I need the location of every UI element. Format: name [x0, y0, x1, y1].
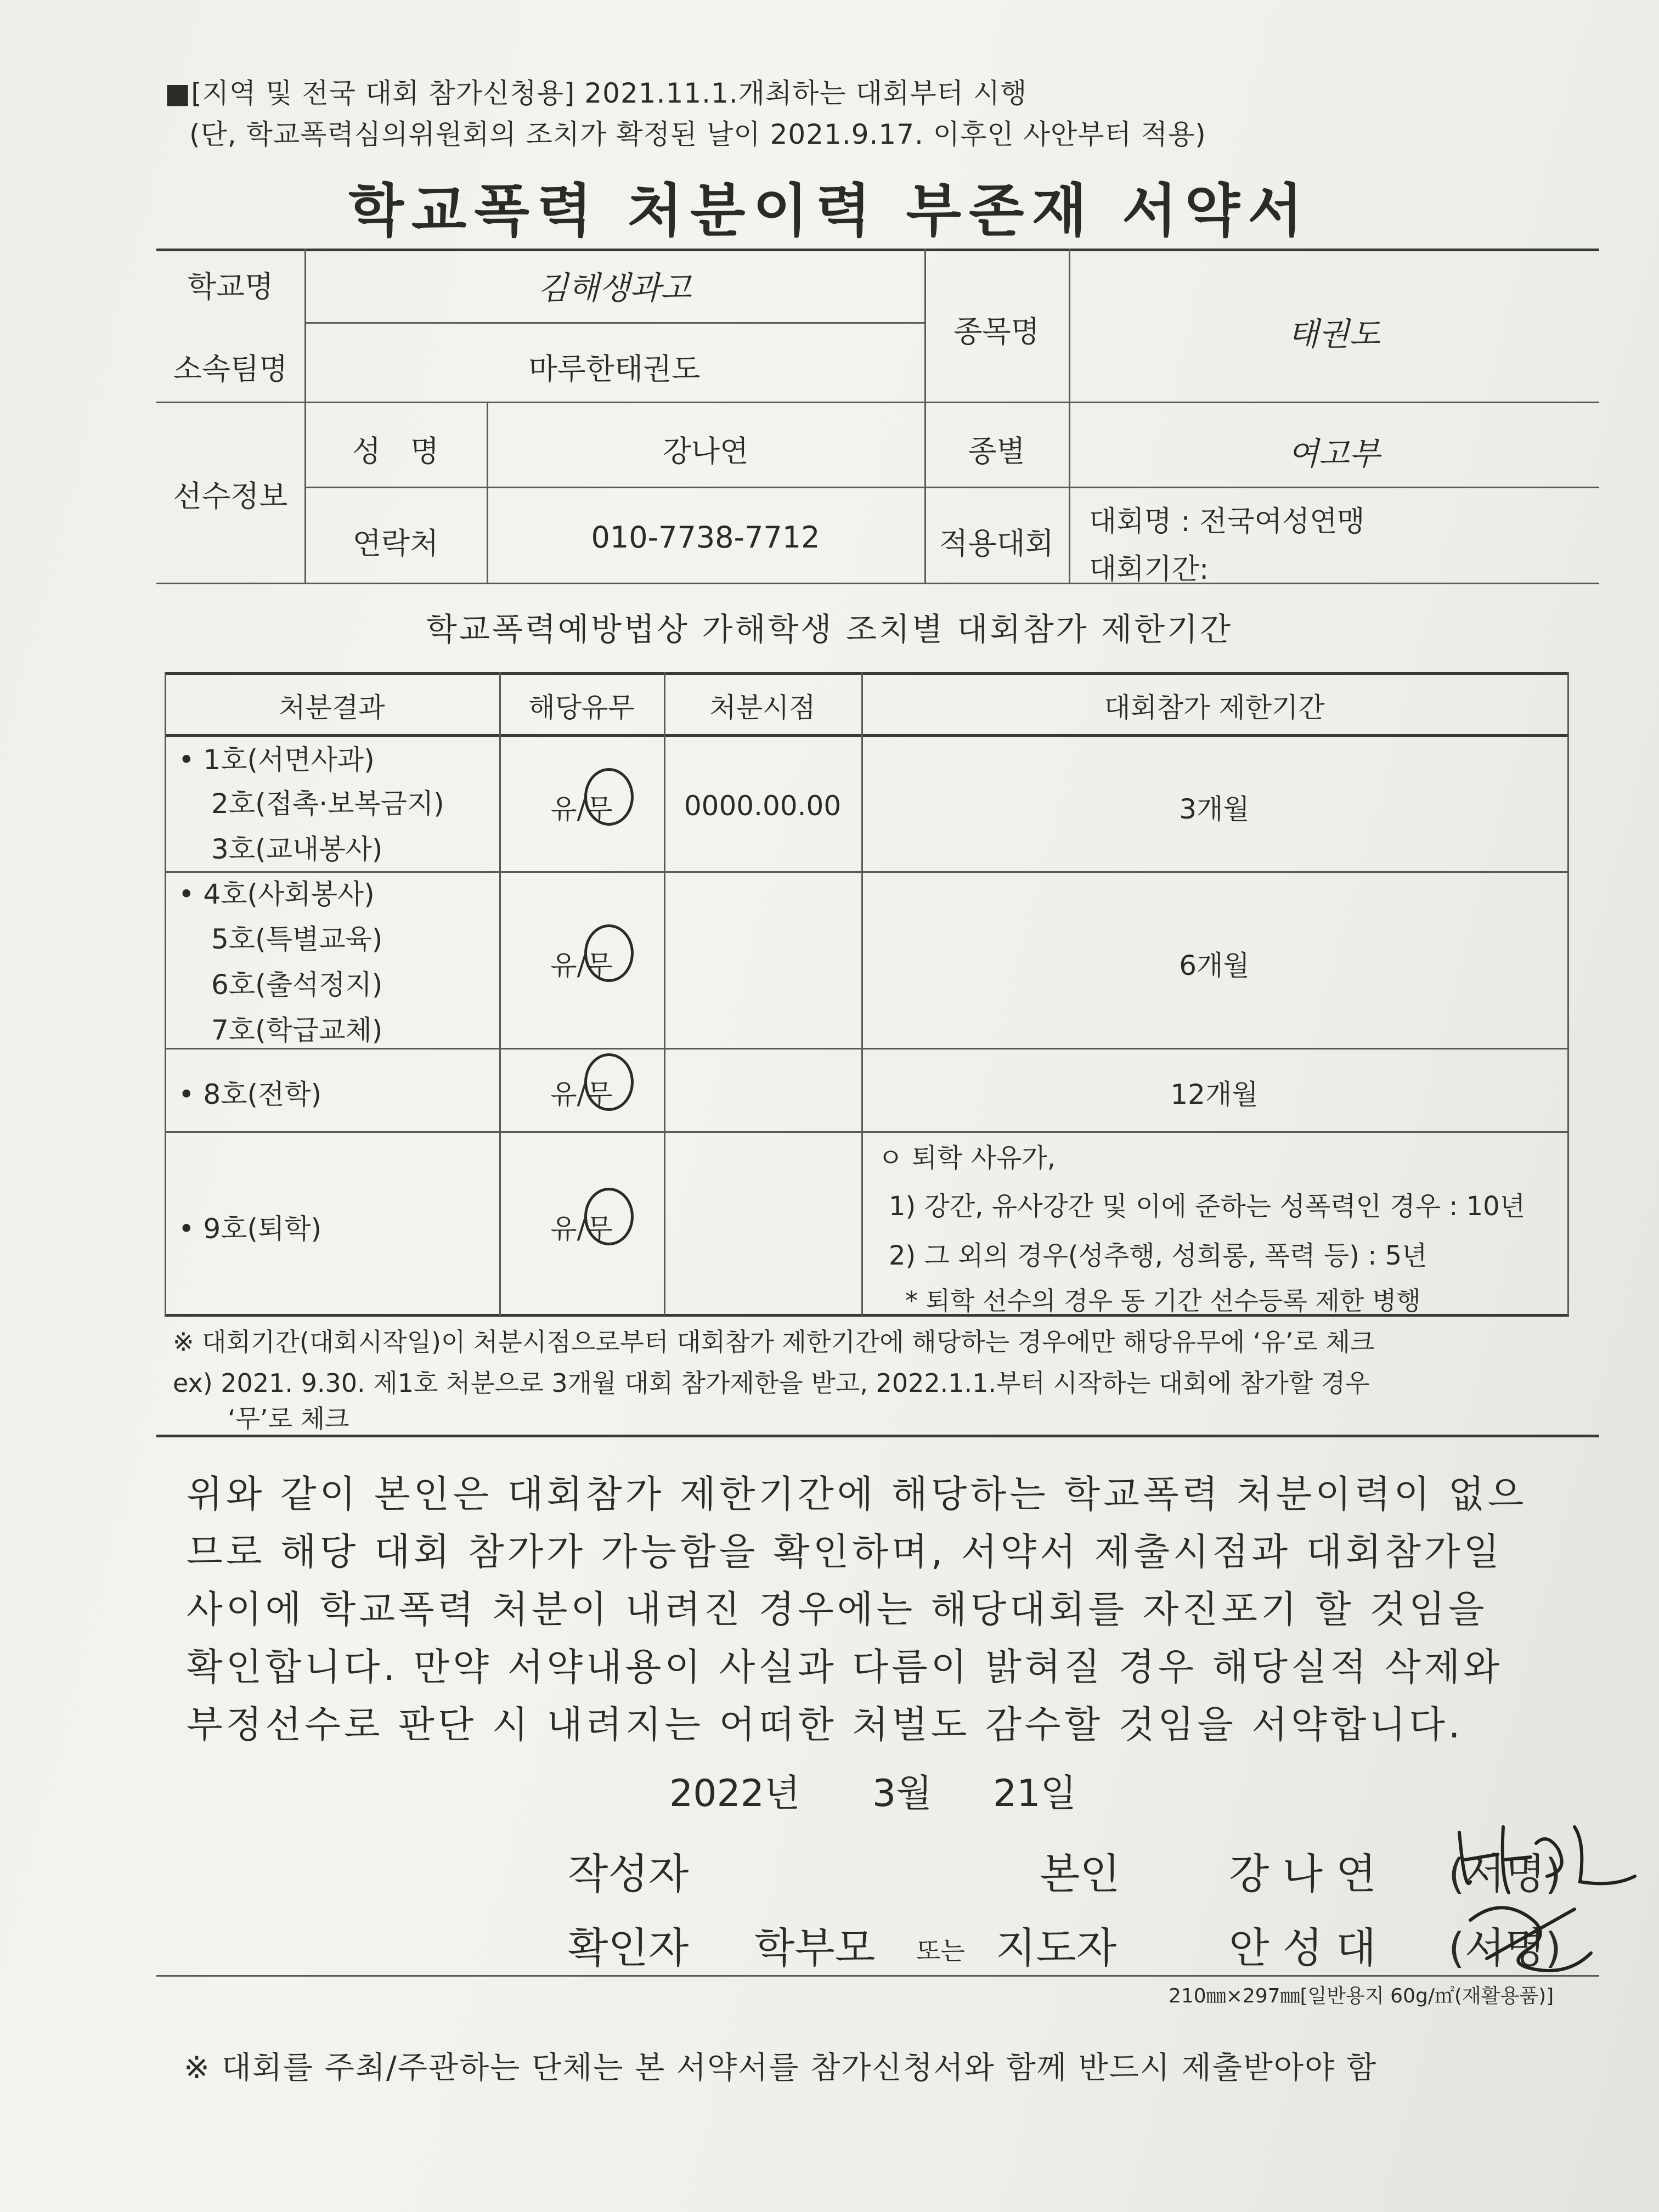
table-row-2-border — [165, 1048, 1569, 1049]
pledge-line-1: 위와 같이 본인은 대회참가 제한기간에 해당하는 학교폭력 처분이력이 없으 — [187, 1473, 1527, 1516]
parent-label: 학부모 — [754, 1923, 876, 1972]
section-divider — [156, 1435, 1599, 1437]
signature-divider — [156, 1975, 1599, 1977]
row2-result-4: 7호(학급교체) — [211, 1014, 383, 1046]
sign-mark-2: (서명) — [1448, 1923, 1562, 1972]
date-month: 3월 — [872, 1772, 932, 1815]
info-line-school — [304, 322, 924, 324]
coach-label: 지도자 — [996, 1923, 1117, 1972]
row1-result-3: 3호(교내봉사) — [211, 833, 383, 865]
row2-check-circle — [584, 924, 634, 982]
row3-check-circle — [584, 1053, 634, 1111]
pledge-line-3: 사이에 학교폭력 처분이 내려진 경우에는 해당대회를 자진포기 할 것임을 — [187, 1588, 1488, 1632]
row4-limit-line-3: 2) 그 외의 경우(성추행, 성희롱, 폭력 등) : 5년 — [889, 1240, 1427, 1271]
writer-name: 강 나 연 — [1229, 1849, 1376, 1898]
row3-applicable: 유/무 — [550, 1079, 613, 1110]
phone-value: 010-7738-7712 — [591, 520, 820, 555]
pledge-line-4: 확인합니다. 만약 서약내용이 사실과 다름이 밝혀질 경우 해당실적 삭제와 — [187, 1646, 1503, 1689]
col-header-applicable: 해당유무 — [528, 692, 635, 724]
row1-check-circle — [584, 768, 634, 826]
info-vline-4 — [1069, 249, 1070, 583]
event-label: 적용대회 — [939, 526, 1054, 561]
event-name: 대회명 : 전국여성연맹 — [1089, 505, 1365, 538]
note-2: ex) 2021. 9.30. 제1호 처분으로 3개월 대회 참가제한을 받고, 2022.1.1.부터 시작하는 대회에 참가할 경우 — [173, 1368, 1370, 1398]
table-vline-0 — [165, 672, 166, 1316]
table-row-3-border — [165, 1131, 1569, 1133]
table-title: 학교폭력예방법상 가해학생 조치별 대회참가 제한기간 — [426, 611, 1233, 648]
paper-spec: 210㎜×297㎜[일반용지 60g/㎡(재활용품)] — [1169, 1985, 1554, 2007]
col-header-limit: 대회참가 제한기간 — [1104, 692, 1325, 724]
row4-limit-line-4: * 퇴학 선수의 경우 동 기간 선수등록 제한 병행 — [905, 1286, 1421, 1316]
row3-limit: 12개월 — [1170, 1079, 1259, 1110]
footer-note: ※ 대회를 주최/주관하는 단체는 본 서약서를 참가신청서와 함께 반드시 제출받아야 함 — [184, 2050, 1378, 2086]
row2-result-2: 5호(특별교육) — [211, 923, 383, 955]
team-value: 마루한태권도 — [528, 352, 701, 386]
document-title: 학교폭력 처분이력 부존재 서약서 — [348, 177, 1311, 244]
row2-applicable: 유/무 — [550, 950, 613, 981]
row1-date: 0000.00.00 — [684, 790, 842, 822]
team-label: 소속팀명 — [173, 352, 288, 386]
name-label: 성 명 — [352, 434, 439, 469]
confirmer-name: 안 성 대 — [1229, 1923, 1376, 1972]
table-vline-3 — [861, 672, 863, 1316]
row1-result-2: 2호(접촉·보복금지) — [211, 788, 444, 820]
note-1: ※ 대회기간(대회시작일)이 처분시점으로부터 대회참가 제한기간에 해당하는 경우에만 해당유무에 ‘유’로 체크 — [173, 1327, 1375, 1357]
row2-result-3: 6호(출석정지) — [211, 969, 383, 1001]
or-label: 또는 — [916, 1936, 965, 1966]
date-day: 21일 — [993, 1772, 1077, 1815]
table-top-border — [165, 672, 1569, 675]
table-vline-2 — [664, 672, 665, 1316]
row1-result-1: • 1호(서면사과) — [178, 744, 375, 776]
phone-label: 연락처 — [352, 526, 439, 561]
info-line-team — [156, 402, 1599, 403]
header-line-1: ■[지역 및 전국 대회 참가신청용] 2021.11.1.개최하는 대회부터 시행 — [165, 77, 1028, 109]
school-label: 학교명 — [187, 269, 274, 304]
row2-result-1: • 4호(사회봉사) — [178, 878, 375, 910]
pledge-line-5: 부정선수로 판단 시 내려지는 어떠한 처벌도 감수할 것임을 서약합니다. — [187, 1703, 1464, 1747]
row1-limit: 3개월 — [1179, 793, 1250, 825]
event-period: 대회기간: — [1089, 553, 1209, 586]
info-line-name — [304, 487, 1599, 488]
row3-result-1: • 8호(전학) — [178, 1079, 322, 1110]
row4-applicable: 유/무 — [550, 1213, 613, 1245]
athlete-info-label: 선수정보 — [173, 479, 288, 514]
gender-value: 여고부 — [1288, 435, 1380, 472]
note-3: ‘무’로 체크 — [228, 1404, 349, 1434]
info-bottom-border — [156, 583, 1599, 584]
sport-value: 태권도 — [1288, 315, 1380, 353]
row4-check-circle — [584, 1188, 634, 1245]
sport-label: 종목명 — [953, 314, 1040, 349]
row4-limit-line-2: 1) 강간, 유사강간 및 이에 준하는 성폭력인 경우 : 10년 — [889, 1191, 1526, 1222]
row4-limit-line-1: ㅇ 퇴학 사유가, — [878, 1143, 1056, 1173]
gender-label: 종별 — [968, 434, 1025, 469]
name-value: 강나연 — [662, 434, 749, 469]
info-top-border — [156, 249, 1599, 251]
table-vline-4 — [1567, 672, 1569, 1316]
school-value: 김해생과고 — [537, 269, 692, 307]
col-header-date: 처분시점 — [709, 692, 816, 724]
table-header-border — [165, 734, 1569, 737]
sign-mark-1: (서명) — [1448, 1849, 1562, 1898]
row2-limit: 6개월 — [1179, 950, 1250, 981]
writer-label: 작성자 — [568, 1849, 689, 1898]
confirmer-label: 확인자 — [568, 1923, 689, 1972]
row4-result-1: • 9호(퇴학) — [178, 1213, 322, 1245]
table-row-1-border — [165, 871, 1569, 873]
self-label: 본인 — [1040, 1849, 1120, 1898]
header-line-2: (단, 학교폭력심의위원회의 조치가 확정된 날이 2021.9.17. 이후인 사안부터 적용) — [189, 119, 1206, 150]
date-year: 2022년 — [669, 1772, 800, 1815]
row1-applicable: 유/무 — [550, 793, 613, 825]
col-header-result: 처분결과 — [279, 692, 385, 724]
pledge-line-2: 므로 해당 대회 참가가 가능함을 확인하며, 서약서 제출시점과 대회참가일 — [187, 1531, 1503, 1574]
